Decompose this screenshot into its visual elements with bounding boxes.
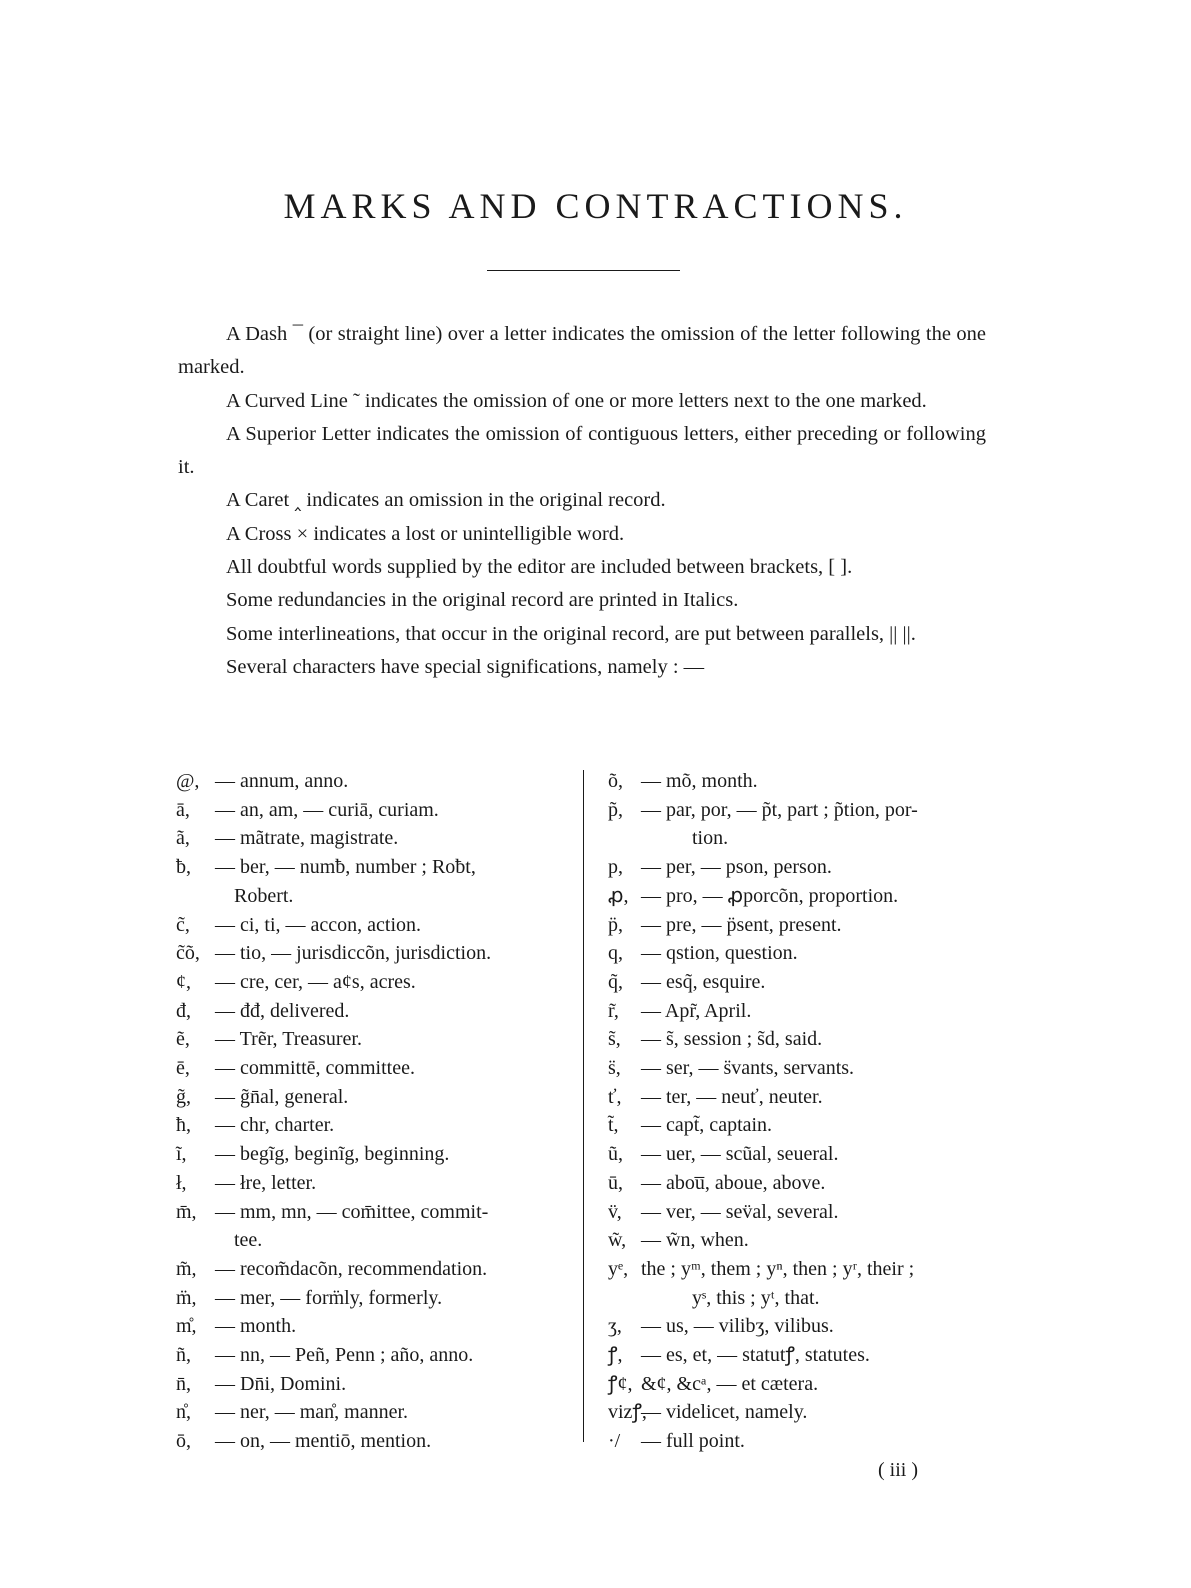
contraction-meaning: — Apr̃, April. <box>641 999 752 1022</box>
contraction-symbol: vizꝭ, <box>608 1401 647 1424</box>
contraction-meaning: — chr, charter. <box>215 1114 335 1137</box>
contraction-entry <box>176 1083 571 1112</box>
contraction-symbol: ꝭȼ, <box>608 1372 633 1395</box>
contraction-symbol: n̊, <box>176 1401 191 1424</box>
contraction-symbol: yᵉ, <box>608 1257 629 1280</box>
contraction-entry <box>608 1025 998 1054</box>
page-title: MARKS AND CONTRACTIONS. <box>283 186 908 226</box>
contraction-symbol: m̄, <box>176 1200 197 1223</box>
contraction-symbol: ū, <box>608 1171 623 1194</box>
contraction-meaning: — ner, — man̊, manner. <box>215 1401 409 1424</box>
contraction-entry <box>176 1198 571 1227</box>
contraction-meaning: — tio, — jurisdiccõn, jurisdiction. <box>215 942 492 965</box>
contraction-meaning: — qstion, question. <box>641 942 798 965</box>
contraction-symbol: ē, <box>176 1057 190 1080</box>
left-column <box>176 767 571 1456</box>
contraction-symbol: ñ, <box>176 1344 191 1367</box>
contraction-entry <box>608 1427 998 1456</box>
contraction-symbol: v̈, <box>608 1200 622 1223</box>
contraction-entry <box>176 968 571 997</box>
contraction-entry <box>608 1341 998 1370</box>
intro-paragraph: A Caret ‸ indicates an omission in the original record. <box>226 489 666 512</box>
contraction-meaning: — nn, — Peñ, Penn ; año, anno. <box>215 1344 474 1367</box>
contraction-meaning: — łre, letter. <box>215 1171 317 1194</box>
contraction-entry <box>608 1398 998 1427</box>
contraction-symbol: ō, <box>176 1430 191 1453</box>
contraction-symbol: q, <box>608 942 623 965</box>
contraction-meaning: — abou̅, aboue, above. <box>641 1171 826 1194</box>
contraction-entry <box>608 1111 998 1140</box>
intro-paragraph: Some interlineations, that occur in the original record, are put between parallels, || ||. <box>226 622 916 645</box>
contraction-entry <box>176 1341 571 1370</box>
contraction-entry <box>608 968 998 997</box>
contraction-entry <box>176 1169 571 1198</box>
contraction-entry <box>176 796 571 825</box>
contraction-meaning: — mõ, month. <box>641 770 758 792</box>
contraction-entry <box>176 1370 571 1399</box>
intro-paragraph: Some redundancies in the original record are printed in Italics. <box>226 589 739 612</box>
contraction-entry <box>176 1140 571 1169</box>
contraction-symbol: s̈, <box>608 1057 621 1080</box>
contraction-entry <box>176 1427 571 1456</box>
column-divider <box>583 770 584 1442</box>
contraction-entry <box>608 767 998 796</box>
contraction-meaning: — begĩg, beginĩg, beginning. <box>215 1143 450 1166</box>
contraction-meaning: — mãtrate, magistrate. <box>215 827 399 850</box>
contraction-meaning: — videlicet, namely. <box>641 1401 808 1424</box>
contraction-symbol: c̃õ, <box>176 942 200 965</box>
intro-paragraph: A Cross × indicates a lost or unintelligible word. <box>226 522 625 545</box>
contraction-entry <box>608 939 998 968</box>
contraction-symbol: s̃, <box>608 1028 621 1051</box>
contraction-meaning: — esq̃, esquire. <box>641 970 766 993</box>
contraction-entry <box>176 767 571 796</box>
contraction-meaning: — par, por, — p̃t, part ; p̃tion, por- <box>641 798 918 821</box>
contraction-entry <box>176 1312 571 1341</box>
contraction-entry <box>608 796 998 825</box>
contraction-symbol: ʒ, <box>608 1315 622 1338</box>
contraction-symbol: ẽ, <box>176 1028 190 1051</box>
contraction-entry <box>176 939 571 968</box>
contraction-symbol: w̃, <box>608 1229 627 1252</box>
contraction-meaning: — per, — pson, person. <box>641 856 832 879</box>
contraction-symbol: õ, <box>608 770 623 792</box>
contraction-entry <box>608 1054 998 1083</box>
intro-paragraph: A Curved Line ˜ indicates the omission of one or more letters next to the one marked. <box>226 389 927 412</box>
contraction-meaning: — on, — mentiō, mention. <box>215 1430 432 1453</box>
contraction-meaning: — month. <box>215 1315 297 1338</box>
contraction-symbol: m̊, <box>176 1315 197 1338</box>
contraction-meaning: — an, am, — curiā, curiam. <box>215 798 439 821</box>
contraction-entry <box>608 1140 998 1169</box>
contraction-symbol: r̃, <box>608 999 619 1022</box>
contraction-continuation: tion. <box>692 827 729 850</box>
contraction-meaning: — ci, ti, — accon, action. <box>215 913 422 936</box>
contraction-symbol: ā, <box>176 798 190 821</box>
contraction-symbol: c̃, <box>176 913 190 936</box>
contraction-symbol: n̄, <box>176 1372 191 1395</box>
intro-paragraph: A Dash ¯ (or straight line) over a letter indicates the omission of the letter following the one marked. <box>178 323 986 379</box>
contraction-meaning: — cre, cer, — aȼs, acres. <box>215 970 416 993</box>
contraction-entry <box>176 1398 571 1427</box>
contraction-symbol: đ, <box>176 999 191 1022</box>
contraction-entry <box>608 1169 998 1198</box>
contraction-symbol: ȼ, <box>176 970 191 993</box>
contraction-symbol: ƀ, <box>176 856 191 879</box>
contraction-meaning: — pro, — ꝓporcõn, proportion. <box>641 884 899 907</box>
contraction-symbol: g̃, <box>176 1085 191 1108</box>
contraction-continuation: tee. <box>234 1229 263 1252</box>
contraction-symbol: p̃, <box>608 798 623 821</box>
contraction-meaning: — recom̃dacõn, recommendation. <box>215 1257 488 1280</box>
contraction-entry <box>608 853 998 882</box>
contraction-meaning: — mer, — form̈ly, formerly. <box>215 1286 443 1309</box>
contraction-symbol: p̈, <box>608 913 623 936</box>
contraction-entry <box>608 1083 998 1112</box>
contraction-entry <box>608 882 998 911</box>
page-number: ( iii ) <box>878 1459 918 1481</box>
contraction-meaning: — g̃n̄al, general. <box>215 1085 349 1108</box>
contraction-symbol: p, <box>608 856 623 879</box>
contraction-symbol: ũ, <box>608 1143 623 1166</box>
contraction-symbol: ĩ, <box>176 1143 187 1166</box>
contraction-meaning: — w̃n, when. <box>641 1229 749 1252</box>
contraction-symbol: @, <box>176 770 200 792</box>
contraction-meaning: — đđ, delivered. <box>215 999 350 1022</box>
contraction-continuation: yˢ, this ; yᵗ, that. <box>692 1286 820 1309</box>
title-rule <box>487 270 680 271</box>
contraction-symbol: ť, <box>608 1085 622 1108</box>
contraction-meaning: — pre, — p̈sent, present. <box>641 913 842 936</box>
contraction-entry <box>176 1255 571 1284</box>
contraction-meaning: the ; yᵐ, them ; yⁿ, then ; yʳ, their ; <box>641 1257 915 1280</box>
contraction-symbol: ꝭ, <box>608 1344 623 1367</box>
contraction-meaning: — Dn̄i, Domini. <box>215 1372 347 1395</box>
contraction-entry <box>608 1312 998 1341</box>
contraction-meaning: — Trẽr, Treasurer. <box>215 1028 362 1051</box>
contraction-entry <box>176 824 571 853</box>
contraction-entry <box>608 997 998 1026</box>
contraction-symbol: t̃, <box>608 1114 619 1137</box>
contraction-meaning: — us, — vilibʒ, vilibus. <box>641 1315 834 1338</box>
contraction-symbol: ã, <box>176 827 190 850</box>
contraction-symbol: ł, <box>176 1171 187 1194</box>
contraction-entry <box>176 1284 571 1313</box>
contraction-entry <box>176 1025 571 1054</box>
contraction-meaning: — s̃, session ; s̃d, said. <box>641 1028 823 1051</box>
contraction-meaning: — es, et, — statutꝭ, statutes. <box>641 1344 870 1367</box>
contraction-meaning: — mm, mn, — com̄ittee, commit- <box>215 1200 489 1223</box>
contraction-entry <box>608 911 998 940</box>
right-column <box>608 767 998 1456</box>
contraction-symbol: ꝓ, <box>608 884 629 907</box>
contraction-entry <box>176 911 571 940</box>
contraction-entry <box>176 853 571 882</box>
contraction-continuation: Robert. <box>234 884 294 907</box>
intro-paragraph: All doubtful words supplied by the editor are included between brackets, [ ]. <box>226 556 853 579</box>
contraction-entry <box>608 1226 998 1255</box>
contraction-entry <box>608 1255 998 1284</box>
contraction-entry <box>608 1198 998 1227</box>
contraction-meaning: — annum, anno. <box>215 770 349 792</box>
contraction-meaning: — ter, — neuť, neuter. <box>641 1085 823 1108</box>
contraction-symbol: q̃, <box>608 970 623 993</box>
contraction-symbol: m̈, <box>176 1286 197 1309</box>
contraction-meaning: — ser, — s̈vants, servants. <box>641 1057 855 1080</box>
contraction-symbol: m̃, <box>176 1257 197 1280</box>
intro-section <box>178 318 986 684</box>
contraction-entry <box>176 1054 571 1083</box>
contraction-meaning: &ȼ, &cᵃ, — et cætera. <box>641 1372 819 1395</box>
contraction-meaning: — ver, — sev̈al, several. <box>641 1200 839 1223</box>
intro-paragraph: A Superior Letter indicates the omission of contiguous letters, either preceding or following it. <box>178 422 986 479</box>
contraction-meaning: — committē, committee. <box>215 1057 415 1080</box>
contraction-symbol: ħ, <box>176 1114 191 1137</box>
contraction-meaning: — uer, — scũal, seueral. <box>641 1143 839 1166</box>
contraction-entry <box>176 1111 571 1140</box>
contraction-entry <box>176 997 571 1026</box>
contraction-meaning: — ber, — numƀ, number ; Roƀt, <box>215 856 476 879</box>
contraction-entry <box>608 1370 998 1399</box>
contraction-meaning: — full point. <box>641 1430 745 1453</box>
intro-paragraph: Several characters have special significations, namely : — <box>226 655 705 678</box>
contraction-symbol: ·/ <box>608 1430 621 1453</box>
contraction-meaning: — capt̃, captain. <box>641 1114 773 1137</box>
